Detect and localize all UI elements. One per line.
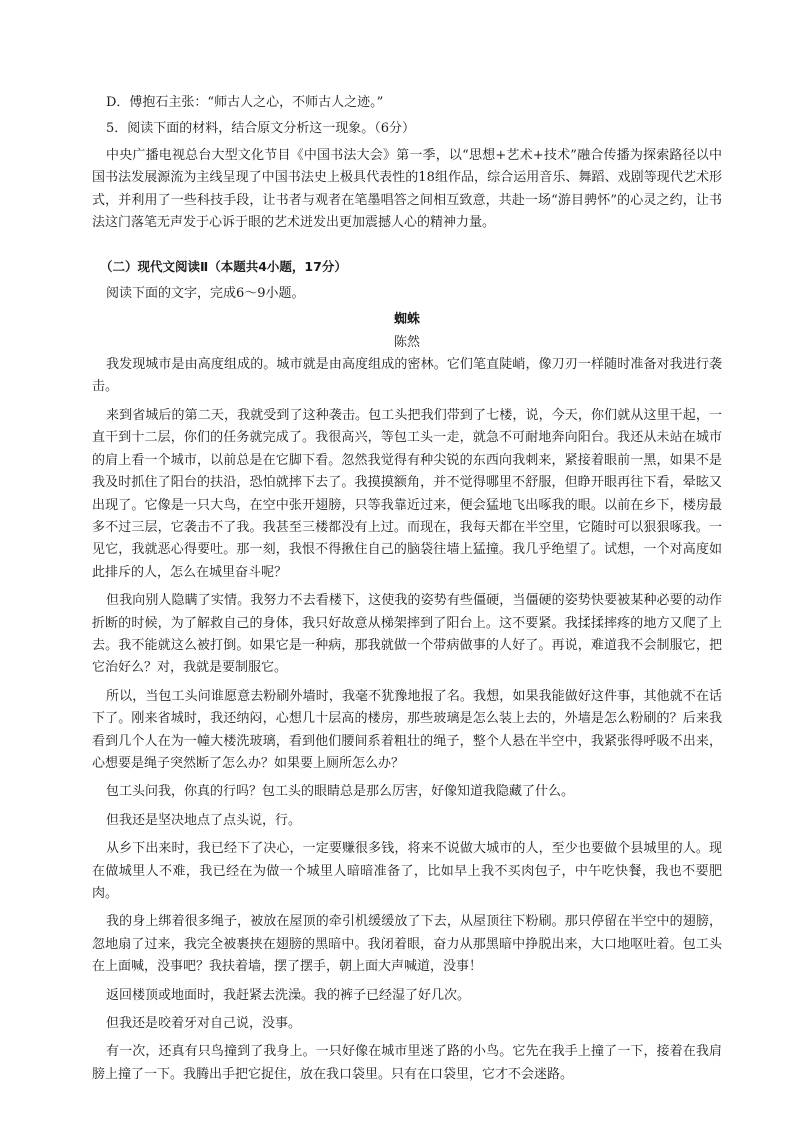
story-paragraph: 我发现城市是由高度组成的。城市就是由高度组成的密林。它们笔直陡峭，像刀刃一样随时准备对我进行袭击。: [92, 357, 722, 395]
document-page: [92, 92, 722, 1086]
question-5-prompt: 5．阅读下面的材料，结合原文分析这一现象。（6分）: [106, 121, 416, 137]
question-option-d: D．傅抱石主张：“师古人之心，不师古人之迹。”: [106, 95, 384, 110]
section-title: （二）现代文阅读Ⅱ（本题共4小题，17分）: [100, 259, 347, 275]
story-paragraph: 返回楼顶或地面时，我赶紧去洗澡。我的裤子已经湿了好几次。: [106, 987, 471, 1003]
question-5-material: 中央广播电视总台大型文化节目《中国书法大会》第一季，以“思想+艺术+技术”融合传播为探索路径以中国书法发展源流为主线呈现了中国书法史上极具代表性的18组作品，综合运用音乐、舞蹈、戏剧等现代艺术形式，并利用了一些科技手段，让书者与观者在笔墨唱答之间相互致意，共赴一场“游目骋怀”的心灵之约，让书法这门落笔无声发于心诉于眼的艺术迸发出更加震撼人心的精神力量。: [92, 147, 722, 231]
story-paragraph: 所以，当包工头问谁愿意去粉刷外墙时，我毫不犹豫地报了名。我想，如果我能做好这件事，其他就不在话下了。刚来省城时，我还纳闷，心想几十层高的楼房，那些玻璃是怎么装上去的，外墙是怎么粉刷的？后来我看到几个人在为一幢大楼洗玻璃，看到他们腰间系着粗壮的绳子，整个人悬在半空中，我紧张得呼吸不出来，心想要是绳子突然断了怎么办？如果要上厕所怎么办？: [92, 688, 722, 771]
story-paragraph: 包工头问我，你真的行吗？包工头的眼睛总是那么厉害，好像知道我隐藏了什么。: [106, 784, 575, 800]
story-paragraph: 但我还是坚决地点了点头说，行。: [106, 812, 302, 828]
story-paragraph: 来到省城后的第二天，我就受到了这种袭击。包工头把我们带到了七楼，说，今天，你们就从这里干起，一直干到十二层，你们的任务就完成了。我很高兴，等包工头一走，就急不可耐地奔向阳台。我还从未站在城市的肩上看一个城市，以前总是在它脚下看。忽然我觉得有种尖锐的东西向我刺来，紧接着眼前一黑，如果不是我及时抓住了阳台的扶沿，恐怕就摔下去了。我摸摸额角，并不觉得哪里不舒服，但睁开眼再往下看，晕眩又出现了。它像是一只大鸟，在空中张开翅膀，只等我靠近过来，便会猛地飞出啄我的眼。以前在乡下，楼房最多不过三层，它袭击不了我。我甚至三楼都没有上过。而现在，我每天都在半空里，它随时可以狠狠啄我。一见它，我就恶心得要吐。那一刻，我恨不得揪住自己的脑袋往墙上猛撞。我几乎绝望了。试想，一个对高度如此排斥的人，怎么在城里奋斗呢？: [92, 407, 722, 580]
section-instruction: 阅读下面的文字，完成6～9小题。: [106, 285, 305, 301]
story-title: 蜘蛛: [393, 312, 420, 328]
story-paragraph: 但我还是咬着牙对自己说，没事。: [106, 1016, 302, 1032]
story-paragraph: 我的身上绑着很多绳子，被放在屋顶的牵引机缓缓放了下去，从屋顶往下粉刷。那只停留在半空中的翅膀，忽地扇了过来，我完全被裹挟在翅膀的黑暗中。我闭着眼，奋力从那黑暗中挣脱出来，大口地呕吐着。包工头在上面喊，没事吧？我扶着墙，摆了摆手，朝上面大声喊道，没事！: [92, 914, 722, 975]
story-paragraph: 但我向别人隐瞒了实情。我努力不去看楼下，这使我的姿势有些僵硬，当僵硬的姿势快要被某种必要的动作折断的时候，为了解救自己的身体，我只好故意从梯架摔到了阳台上。这不要紧。我揉揉摔疼的地方又爬了上去。我不能就这么被打倒。如果它是一种病，那我就做一个带病做事的人好了。再说，难道我不会制服它，把它治好么？对，我就是要制服它。: [92, 593, 722, 676]
story-author: 陈然: [393, 334, 420, 350]
story-paragraph: 从乡下出来时，我已经下了决心，一定要赚很多钱，将来不说做大城市的人，至少也要做个县城里的人。现在做城里人不难，我已经在为做一个城里人暗暗准备了，比如早上我不买肉包子，中午吃快餐，我也不要肥肉。: [92, 841, 722, 901]
story-paragraph: 有一次，还真有只鸟撞到了我身上。一只好像在城市里迷了路的小鸟。它先在我手上撞了一下，接着在我肩膀上撞了一下。我腾出手把它捉住，放在我口袋里。只有在口袋里，它才不会迷路。: [92, 1044, 722, 1082]
